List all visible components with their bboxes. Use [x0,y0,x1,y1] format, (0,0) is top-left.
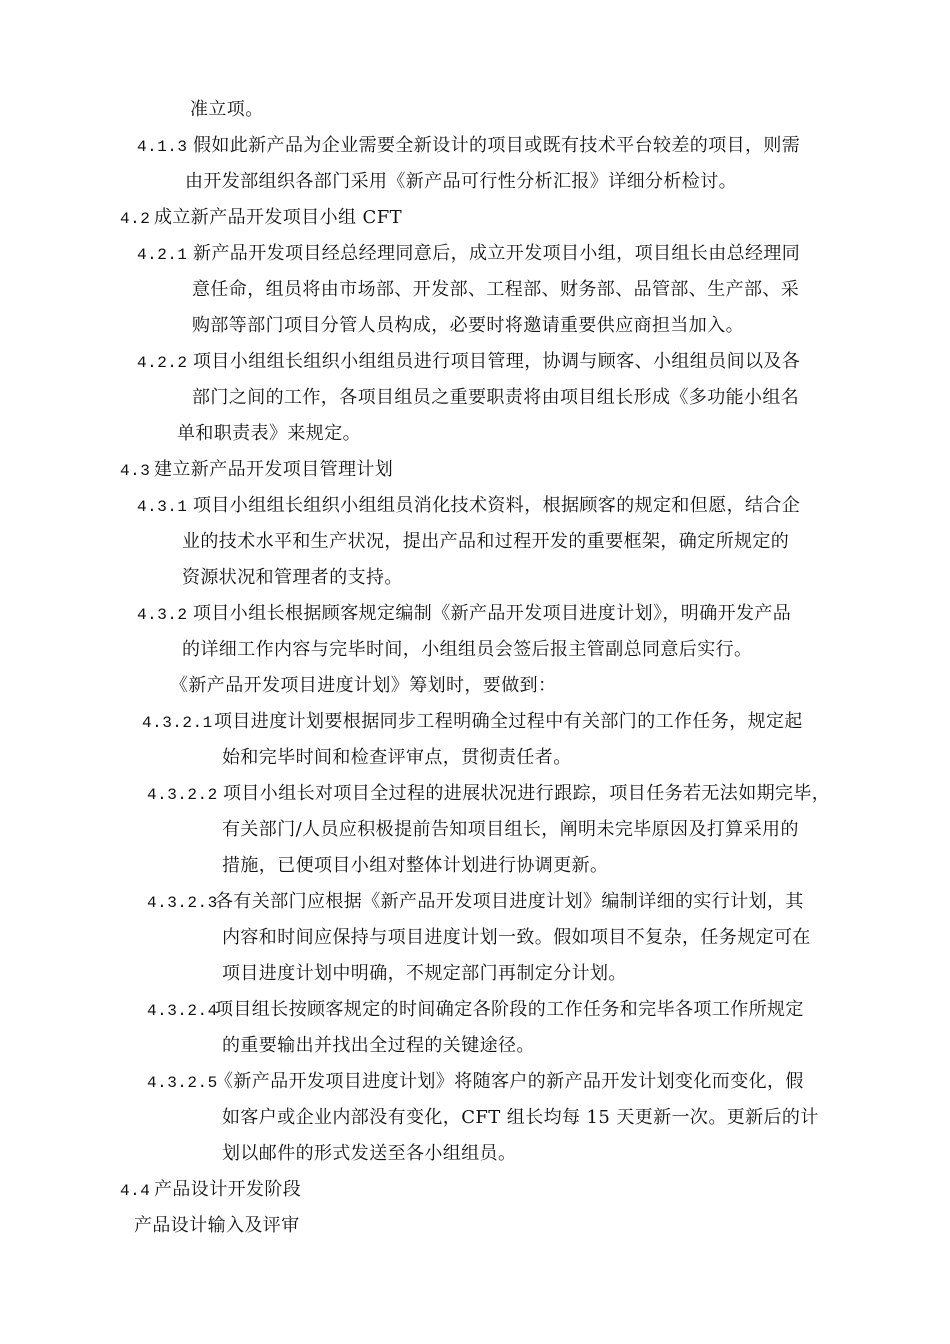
text-content: 假如此新产品为企业需要全新设计的项目或既有技术平台较差的项目，则需 [193,135,801,156]
text-line [182,560,403,596]
text-content: 项目小组组长组织小组组员消化技术资料，根据顾客的规定和但愿，结合企 [193,495,801,516]
clause-number: 4.3.2.1 [142,714,213,732]
text-line [222,1100,819,1136]
text-content: 单和职责表》来规定。 [177,423,361,444]
text-content: 《新产品开发项目进度计划》将随客户的新产品开发计划变化而变化，假 [215,1071,804,1092]
text-content: 如客户或企业内部没有变化，CFT 组长均每 15 天更新一次。更新后的计 [222,1107,819,1128]
section-heading-4-2 [120,200,402,237]
section-heading-4-3 [120,452,393,489]
text-content: 各有关部门应根据《新产品开发项目进度计划》编制详细的实行计划，其 [215,891,804,912]
text-content: 的详细工作内容与完毕时间，小组组员会签后报主管副总同意后实行。 [182,639,753,660]
text-content: 内容和时间应保持与项目进度计划一致。假如项目不复杂，任务规定可在 [222,927,811,948]
text-content: 项目小组长根据顾客规定编制《新产品开发项目进度计划》，明确开发产品 [193,603,792,624]
clause-number: 4.2.1 [137,246,188,264]
clause-4-3-2-1 [142,704,803,741]
text-content: 措施，已便项目小组对整体计划进行协调更新。 [222,855,609,876]
text-content: 由开发部组织各部门采用《新产品可行性分析汇报》详细分析检讨。 [185,171,737,192]
clause-number: 4.1.3 [137,138,188,156]
text-line [192,308,744,344]
text-content: 划以邮件的形式发送至各小组组员。 [222,1143,517,1164]
clause-number: 4.3.1 [137,498,188,516]
clause-4-3-2-2 [147,776,830,813]
text-content: 《新产品开发项目进度计划》筹划时，要做到： [170,675,557,696]
text-content: 项目进度计划要根据同步工程明确全过程中有关部门的工作任务，规定起 [214,711,803,732]
section-number: 4.3 [120,462,151,480]
section-number: 4.4 [120,1182,151,1200]
text-content: 成立新产品开发项目小组 CFT [154,207,402,228]
clause-number: 4.3.2.5 [147,1074,218,1092]
text-line [222,1028,535,1064]
text-content: 建立新产品开发项目管理计划 [154,459,394,480]
section-number: 4.2 [120,210,151,228]
clause-4-2-1 [137,236,800,273]
text-content: 的重要输出并找出全过程的关键途径。 [222,1035,535,1056]
text-line [222,956,627,992]
clause-4-3-2-5 [147,1064,804,1101]
text-content: 项目进度计划中明确，不规定部门再制定分计划。 [222,963,627,984]
text-line [222,740,572,776]
clause-number: 4.3.2.3 [147,894,218,912]
text-line [182,632,752,668]
clause-number: 4.3.2.4 [147,1002,218,1020]
clause-4-2-2 [137,344,800,381]
text-content: 新产品开发项目经总经理同意后，成立开发项目小组，项目组长由总经理同 [193,243,801,264]
text-content: 始和完毕时间和检查评审点，贯彻责任者。 [222,747,572,768]
text-content: 产品设计输入及评审 [134,1215,300,1236]
text-line [182,524,789,560]
clause-number: 4.2.2 [137,354,188,372]
text-line [222,848,608,884]
text-line [222,1136,516,1172]
text-content: 准立项。 [190,99,264,120]
text-content: 购部等部门项目分管人员构成，必要时将邀请重要供应商担当加入。 [192,315,744,336]
text-line [190,92,264,128]
section-heading-4-4 [120,1172,301,1209]
text-line [185,164,737,200]
clause-4-1-3 [137,128,800,165]
text-content: 意任命，组员将由市场部、开发部、工程部、财务部、品管部、生产部、采 [192,279,800,300]
clause-4-3-1 [137,488,800,525]
text-content: 业的技术水平和生产状况，提出产品和过程开发的重要框架，确定所规定的 [182,531,790,552]
text-content: 项目组长按顾客规定的时间确定各阶段的工作任务和完毕各项工作所规定 [215,999,804,1020]
text-content: 有关部门/人员应积极提前告知项目组长，阐明未完毕原因及打算采用的 [222,819,799,840]
clause-number: 4.3.2 [137,606,188,624]
text-content: 项目小组长对项目全过程的进展状况进行跟踪，项目任务若无法如期完毕， [223,783,831,804]
text-line [222,920,811,956]
text-line [177,416,361,452]
text-line [170,668,556,704]
text-line [192,272,799,308]
text-content: 产品设计开发阶段 [154,1179,302,1200]
clause-4-3-2 [137,596,791,633]
clause-number: 4.3.2.2 [147,786,218,804]
text-content: 部门之间的工作，各项目组员之重要职责将由项目组长形成《多功能小组名 [192,387,800,408]
text-content: 资源状况和管理者的支持。 [182,567,403,588]
text-content: 项目小组组长组织小组组员进行项目管理，协调与顾客、小组组员间以及各 [193,351,801,372]
text-line [222,812,799,848]
subheading [134,1208,300,1244]
clause-4-3-2-4 [147,992,804,1029]
text-line [192,380,799,416]
clause-4-3-2-3 [147,884,804,921]
